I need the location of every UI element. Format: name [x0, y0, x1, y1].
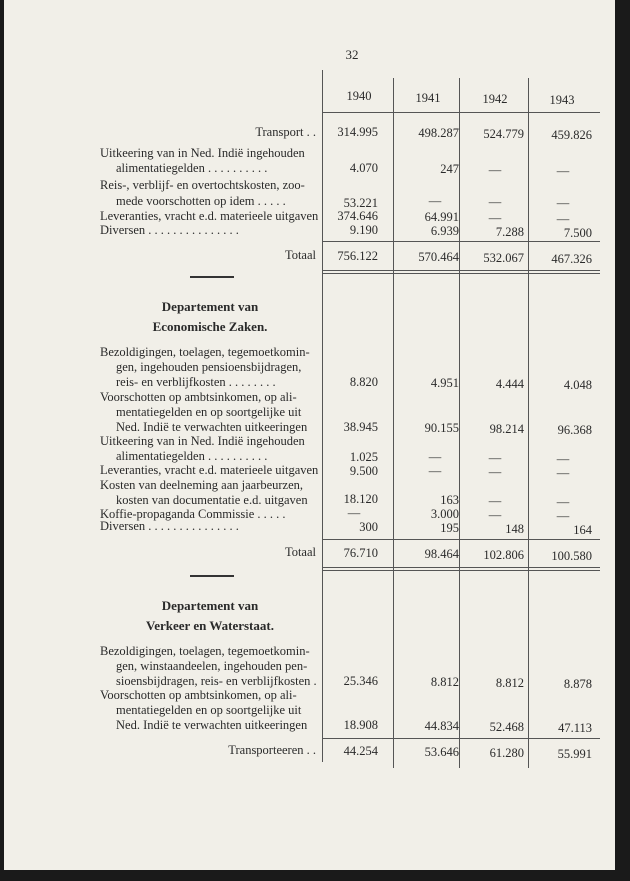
row-label: gen, winstaandeelen, ingehouden pen- [116, 659, 308, 673]
cell-value: — [488, 163, 502, 177]
cell-value: 18.908 [343, 718, 378, 732]
cell-value: — [556, 196, 570, 210]
row-label: mentatiegelden en op soortgelijke uit [116, 405, 302, 419]
cell-value: — [556, 509, 570, 523]
cell-value: 8.820 [349, 375, 378, 389]
cell-value: — [488, 494, 502, 508]
totaal-1943: 467.326 [551, 252, 592, 266]
cell-value: 247 [440, 162, 459, 176]
transport-1941: 498.287 [418, 126, 459, 140]
row-label: Uitkeering van in Ned. Indië ingehouden [100, 146, 305, 160]
row-label: gen, ingehouden pensioensbijdragen, [116, 360, 302, 374]
cell-value: — [488, 508, 502, 522]
row-label: mentatiegelden en op soortgelijke uit [116, 703, 302, 717]
totaal-1941: 570.464 [418, 250, 459, 264]
total-rule [322, 567, 600, 568]
transporteeren-1941: 53.646 [424, 745, 459, 759]
cell-value: — [488, 465, 502, 479]
cell-value: 8.878 [563, 677, 592, 691]
totaal-1940: 76.710 [343, 546, 378, 560]
totaal-label: Totaal [284, 248, 316, 262]
cell-value: 4.070 [349, 161, 378, 175]
row-label: sioensbijdragen, reis- en verblijfkosten . [116, 674, 317, 688]
cell-value: 3.000 [430, 507, 459, 521]
cell-value: — [488, 195, 502, 209]
transporteeren-label: Transporteeren . . [228, 743, 316, 757]
cell-value: 47.113 [558, 721, 592, 735]
row-label: Bezoldigingen, toelagen, tegemoetkomin- [100, 644, 310, 658]
cell-value: 163 [440, 493, 459, 507]
transporteeren-1942: 61.280 [489, 746, 524, 760]
cell-value: 98.214 [489, 422, 524, 436]
cell-value: 96.368 [557, 423, 592, 437]
cell-value: 4.444 [495, 377, 524, 391]
document-page [4, 0, 615, 870]
section-divider [190, 575, 234, 577]
cell-value: 53.221 [343, 196, 378, 210]
totaal-1940: 756.122 [337, 249, 378, 263]
cell-value: — [488, 211, 502, 225]
cell-value: 6.939 [430, 224, 459, 238]
cell-value: 7.500 [563, 226, 592, 240]
cell-value: 64.991 [424, 210, 459, 224]
sum-rule [322, 241, 600, 242]
totaal-1942: 532.067 [483, 251, 524, 265]
department-heading: Economische Zaken. [152, 319, 268, 334]
cell-value: 7.288 [495, 225, 524, 239]
department-heading: Departement van [161, 299, 259, 314]
column-rule [459, 78, 460, 768]
year-header-1941: 1941 [415, 91, 441, 105]
transport-1940: 314.995 [337, 125, 378, 139]
totaal-1941: 98.464 [424, 547, 459, 561]
header-rule [322, 112, 600, 113]
row-label: Leveranties, vracht e.d. materieele uitgaven [100, 463, 319, 477]
row-label: Koffie-propaganda Commissie . . . . . [100, 507, 286, 521]
row-label: Voorschotten op ambtsinkomen, op ali- [100, 390, 297, 404]
cell-value: 38.945 [343, 420, 378, 434]
transport-label: Transport . . [255, 125, 316, 139]
cell-value: 8.812 [495, 676, 524, 690]
section-divider [190, 276, 234, 278]
cell-value: 300 [359, 520, 378, 534]
cell-value: 9.500 [349, 464, 378, 478]
totaal-label: Totaal [284, 545, 316, 559]
cell-value: 18.120 [343, 492, 378, 506]
cell-value: — [428, 194, 442, 208]
totaal-1943: 100.580 [551, 549, 592, 563]
cell-value: 90.155 [424, 421, 459, 435]
row-label: Ned. Indië te verwachten uitkeeringen [116, 718, 308, 732]
cell-value: 374.646 [337, 209, 378, 223]
cell-value: 4.951 [430, 376, 459, 390]
cell-value: 9.190 [349, 223, 378, 237]
total-rule [322, 570, 600, 571]
cell-value: 25.346 [343, 674, 378, 688]
transport-1942: 524.779 [483, 127, 524, 141]
year-header-1943: 1943 [549, 93, 575, 107]
page-number: 32 [345, 47, 359, 62]
sum-rule [322, 738, 600, 739]
row-label: alimentatiegelden . . . . . . . . . . [116, 449, 268, 463]
transporteeren-1943: 55.991 [557, 747, 592, 761]
totaal-1942: 102.806 [483, 548, 524, 562]
total-rule [322, 273, 600, 274]
row-label: alimentatiegelden . . . . . . . . . . [116, 161, 268, 175]
department-heading: Departement van [161, 598, 259, 613]
row-label: Voorschotten op ambtsinkomen, op ali- [100, 688, 297, 702]
cell-value: — [347, 506, 361, 520]
row-label: Reis-, verblijf- en overtochtskosten, zoo- [100, 178, 305, 192]
cell-value: 195 [440, 521, 459, 535]
cell-value: — [428, 464, 442, 478]
cell-value: 52.468 [489, 720, 524, 734]
cell-value: 8.812 [430, 675, 459, 689]
department-heading: Verkeer en Waterstaat. [146, 618, 274, 633]
cell-value: — [488, 451, 502, 465]
sum-rule [322, 539, 600, 540]
row-label: reis- en verblijfkosten . . . . . . . . [116, 375, 276, 389]
row-label: Kosten van deelneming aan jaarbeurzen, [100, 478, 304, 492]
row-label: mede voorschotten op idem . . . . . [116, 194, 286, 208]
transport-1943: 459.826 [551, 128, 592, 142]
row-label: Leveranties, vracht e.d. materieele uitgaven [100, 209, 319, 223]
cell-value: — [556, 466, 570, 480]
row-label: Diversen . . . . . . . . . . . . . . . [100, 223, 239, 237]
total-rule [322, 270, 600, 271]
cell-value: 1.025 [349, 450, 378, 464]
cell-value: 164 [573, 523, 592, 537]
cell-value: — [556, 452, 570, 466]
cell-value: — [556, 164, 570, 178]
year-header-1942: 1942 [482, 92, 508, 106]
column-rule [528, 78, 529, 768]
row-label: Ned. Indië te verwachten uitkeeringen [116, 420, 308, 434]
row-label: Diversen . . . . . . . . . . . . . . . [100, 519, 239, 533]
row-label: kosten van documentatie e.d. uitgaven [116, 493, 308, 507]
year-header-1940: 1940 [346, 89, 372, 103]
cell-value: — [556, 495, 570, 509]
cell-value: — [428, 450, 442, 464]
cell-value: 4.048 [563, 378, 592, 392]
cell-value: 148 [505, 522, 524, 536]
cell-value: 44.834 [424, 719, 459, 733]
column-rule [393, 78, 394, 768]
row-label: Uitkeering van in Ned. Indië ingehouden [100, 434, 305, 448]
cell-value: — [556, 212, 570, 226]
row-label: Bezoldigingen, toelagen, tegemoetkomin- [100, 345, 310, 359]
transporteeren-1940: 44.254 [343, 744, 378, 758]
